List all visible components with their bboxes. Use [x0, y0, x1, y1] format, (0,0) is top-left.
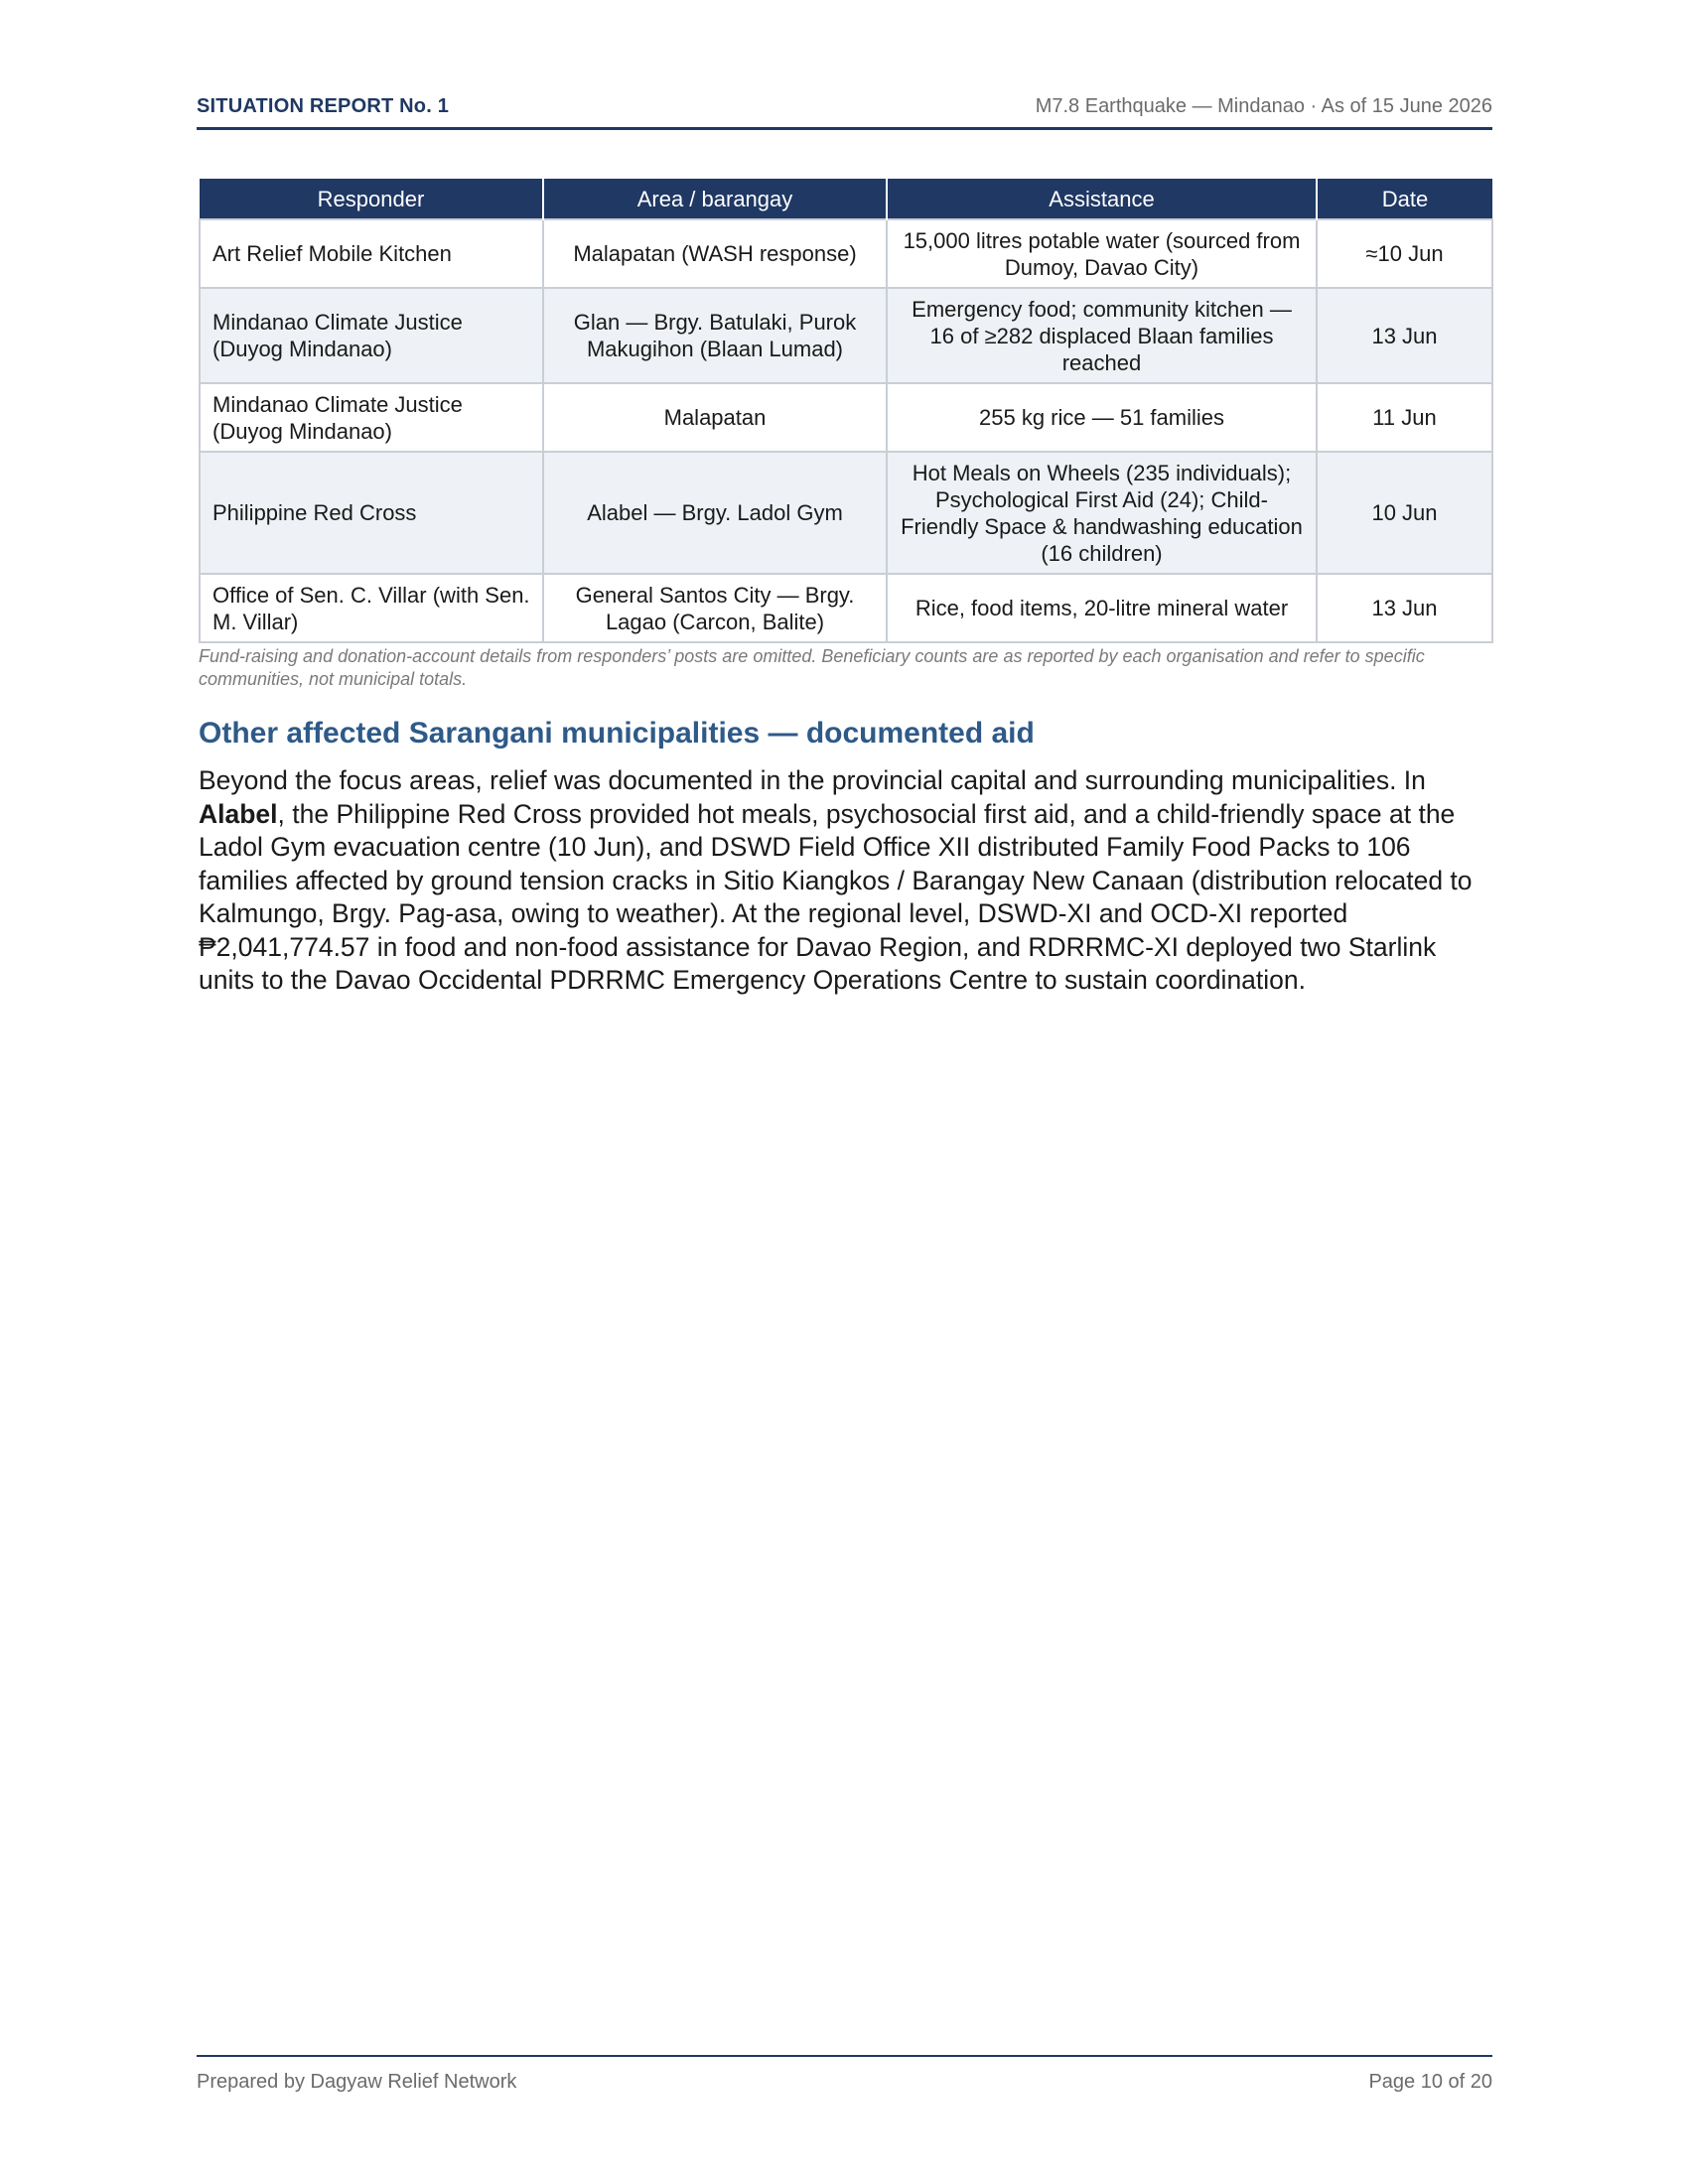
- cell-date: 10 Jun: [1317, 452, 1492, 574]
- cell-responder: Mindanao Climate Justice (Duyog Mindanao): [200, 383, 543, 452]
- cell-responder: Mindanao Climate Justice (Duyog Mindanao): [200, 288, 543, 383]
- cell-assistance: Rice, food items, 20-litre mineral water: [887, 574, 1317, 642]
- body-text-details: , the Philippine Red Cross provided hot meals, psychosocial first aid, and a child-friendly space at the Ladol Gym evacuation centre (10 Jun), and DSWD Field Office XII distributed Family Food Packs to 106 families affected by ground tension cracks in Sitio Kiangkos / Barangay New Canaan (distribution relocated to Kalmungo, Brgy. Pag-asa, owing to weather). At the regional level, DSWD-XI and OCD-XI reported ₱2,041,774.57 in food and non-food assistance for Davao Region, and RDRRMC-XI deployed two Starlink units to the Davao Occidental PDRRMC Emergency Operations Centre to sustain coordination.: [199, 798, 1473, 995]
- cell-area: Malapatan (WASH response): [543, 219, 887, 288]
- cell-date: 13 Jun: [1317, 288, 1492, 383]
- column-header-responder: Responder: [200, 179, 543, 219]
- footer-page-number: Page 10 of 20: [1368, 2071, 1492, 2093]
- section-body: [199, 764, 1494, 998]
- column-header-date: Date: [1317, 179, 1492, 219]
- column-header-assistance: Assistance: [887, 179, 1317, 219]
- cell-date: 13 Jun: [1317, 574, 1492, 642]
- cell-responder: Office of Sen. C. Villar (with Sen. M. Villar): [200, 574, 543, 642]
- cell-responder: Philippine Red Cross: [200, 452, 543, 574]
- report-subtitle: M7.8 Earthquake — Mindanao · As of 15 June 2026: [1035, 95, 1492, 117]
- page-footer: [197, 2055, 1492, 2094]
- table-row: [200, 452, 1492, 574]
- body-text-bold-place: Alabel: [199, 798, 278, 829]
- cell-area: Alabel — Brgy. Ladol Gym: [543, 452, 887, 574]
- cell-responder: Art Relief Mobile Kitchen: [200, 219, 543, 288]
- footer-prepared-by: Prepared by Dagyaw Relief Network: [197, 2071, 517, 2093]
- cell-assistance: 15,000 litres potable water (sourced from Dumoy, Davao City): [887, 219, 1317, 288]
- table-row: [200, 574, 1492, 642]
- report-title: SITUATION REPORT No. 1: [197, 95, 450, 117]
- cell-area: Malapatan: [543, 383, 887, 452]
- table-row: [200, 383, 1492, 452]
- cell-assistance: Hot Meals on Wheels (235 individuals); Psychological First Aid (24); Child-Friendly Space & handwashing education (16 children): [887, 452, 1317, 574]
- table-row: [200, 219, 1492, 288]
- cell-date: 11 Jun: [1317, 383, 1492, 452]
- section-heading: Other affected Sarangani municipalities — documented aid: [199, 717, 1035, 750]
- cell-area: General Santos City — Brgy. Lagao (Carcon, Balite): [543, 574, 887, 642]
- cell-assistance: Emergency food; community kitchen — 16 of ≥282 displaced Blaan families reached: [887, 288, 1317, 383]
- cell-area: Glan — Brgy. Batulaki, Purok Makugihon (Blaan Lumad): [543, 288, 887, 383]
- table-row: [200, 288, 1492, 383]
- body-text-intro: Beyond the focus areas, relief was documented in the provincial capital and surrounding municipalities. In: [199, 765, 1426, 795]
- cell-assistance: 255 kg rice — 51 families: [887, 383, 1317, 452]
- page-header: [197, 95, 1492, 130]
- relief-table: [199, 179, 1493, 643]
- table-header-row: [200, 179, 1492, 219]
- column-header-area: Area / barangay: [543, 179, 887, 219]
- table-footnote: Fund-raising and donation-account details from responders’ posts are omitted. Beneficiary counts are as reported by each organisation and refer to specific communities, not municipal totals.: [199, 646, 1425, 689]
- cell-date: ≈10 Jun: [1317, 219, 1492, 288]
